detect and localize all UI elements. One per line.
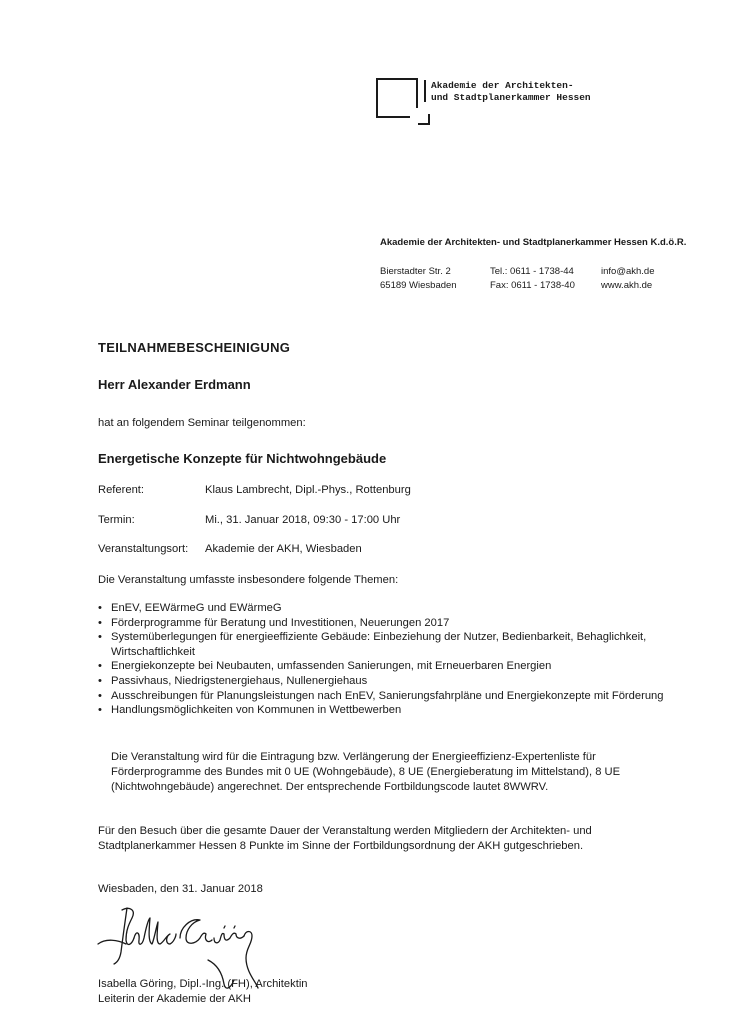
signatory-role: Leiterin der Akademie der AKH [98, 993, 251, 1005]
logo-divider-bar [424, 80, 426, 102]
address-block [380, 265, 457, 293]
address-street: Bierstadter Str. 2 [380, 266, 451, 277]
location-label: Veranstaltungsort: [98, 543, 189, 555]
email-address: info@akh.de [601, 266, 655, 277]
topics-list [98, 601, 668, 718]
phone-block [490, 265, 575, 293]
signatory-block [98, 977, 308, 1007]
organization-name: Akademie der Architekten- und Stadtplanerkammer Hessen K.d.ö.R. [380, 237, 687, 248]
address-city: 65189 Wiesbaden [380, 280, 457, 291]
place-date: Wiesbaden, den 31. Januar 2018 [98, 883, 263, 895]
logo-text [431, 80, 591, 104]
fax-number: Fax: 0611 - 1738-40 [490, 280, 575, 291]
online-block [601, 265, 654, 293]
logo-line-2: und Stadtplanerkammer Hessen [431, 92, 591, 103]
logo-frame-right [416, 78, 418, 108]
logo-line-1: Akademie der Architekten- [431, 80, 574, 91]
recipient-name: Herr Alexander Erdmann [98, 377, 251, 392]
list-item: • Handlungsmöglichkeiten von Kommunen in Wettbewerben [98, 703, 668, 718]
topics-intro: Die Veranstaltung umfasste insbesondere folgende Themen: [98, 574, 399, 586]
list-item: • Systemüberlegungen für energieeffiziente Gebäude: Einbeziehung der Nutzer, Bedienbarkeit, Behaglichkeit, Wirtschaftlichkeit [98, 630, 668, 659]
intro-text: hat an folgendem Seminar teilgenommen: [98, 417, 306, 429]
signatory-name: Isabella Göring, Dipl.-Ing. (FH), Architektin [98, 978, 308, 990]
logo-hook-horizontal [418, 123, 430, 125]
list-item: • Energiekonzepte bei Neubauten, umfassenden Sanierungen, mit Erneuerbaren Energien [98, 659, 668, 674]
website-address: www.akh.de [601, 280, 653, 291]
list-item: • Passivhaus, Niedrigstenergiehaus, Nullenergiehaus [98, 674, 668, 689]
logo-frame-mark [376, 78, 418, 116]
location-value: Akademie der AKH, Wiesbaden [205, 543, 362, 555]
certificate-title: TEILNAHMEBESCHEINIGUNG [98, 340, 291, 355]
phone-number: Tel.: 0611 - 1738-44 [490, 266, 574, 277]
termin-value: Mi., 31. Januar 2018, 09:30 - 17:00 Uhr [205, 514, 401, 526]
referent-value: Klaus Lambrecht, Dipl.-Phys., Rottenburg [205, 484, 411, 496]
credit-note: Die Veranstaltung wird für die Eintragung bzw. Verlängerung der Energieeffizienz-Expertenliste für Förderprogramme des Bundes mit 0 UE (Wohngebäude), 8 UE (Energieberatung im Mittelstand), 8 UE (Nichtwohngebäude) angerechnet. Der entsprechende Fortbildungscode lautet 8WWRV. [111, 751, 621, 793]
list-item: • Ausschreibungen für Planungsleistungen nach EnEV, Sanierungsfahrpläne und Energiekonzepte mit Förderung [98, 689, 668, 704]
logo-frame-bottom [376, 116, 410, 118]
list-item: • Förderprogramme für Beratung und Investitionen, Neuerungen 2017 [98, 616, 668, 631]
referent-label: Referent: [98, 484, 145, 496]
termin-label: Termin: [98, 514, 135, 526]
points-note: Für den Besuch über die gesamte Dauer der Veranstaltung werden Mitgliedern der Architekten- und Stadtplanerkammer Hessen 8 Punkte im Sinne der Fortbildungsordnung der AKH gutgeschrieben. [98, 825, 592, 852]
seminar-title: Energetische Konzepte für Nichtwohngebäude [98, 451, 387, 466]
list-item: • EnEV, EEWärmeG und EWärmeG [98, 601, 668, 616]
